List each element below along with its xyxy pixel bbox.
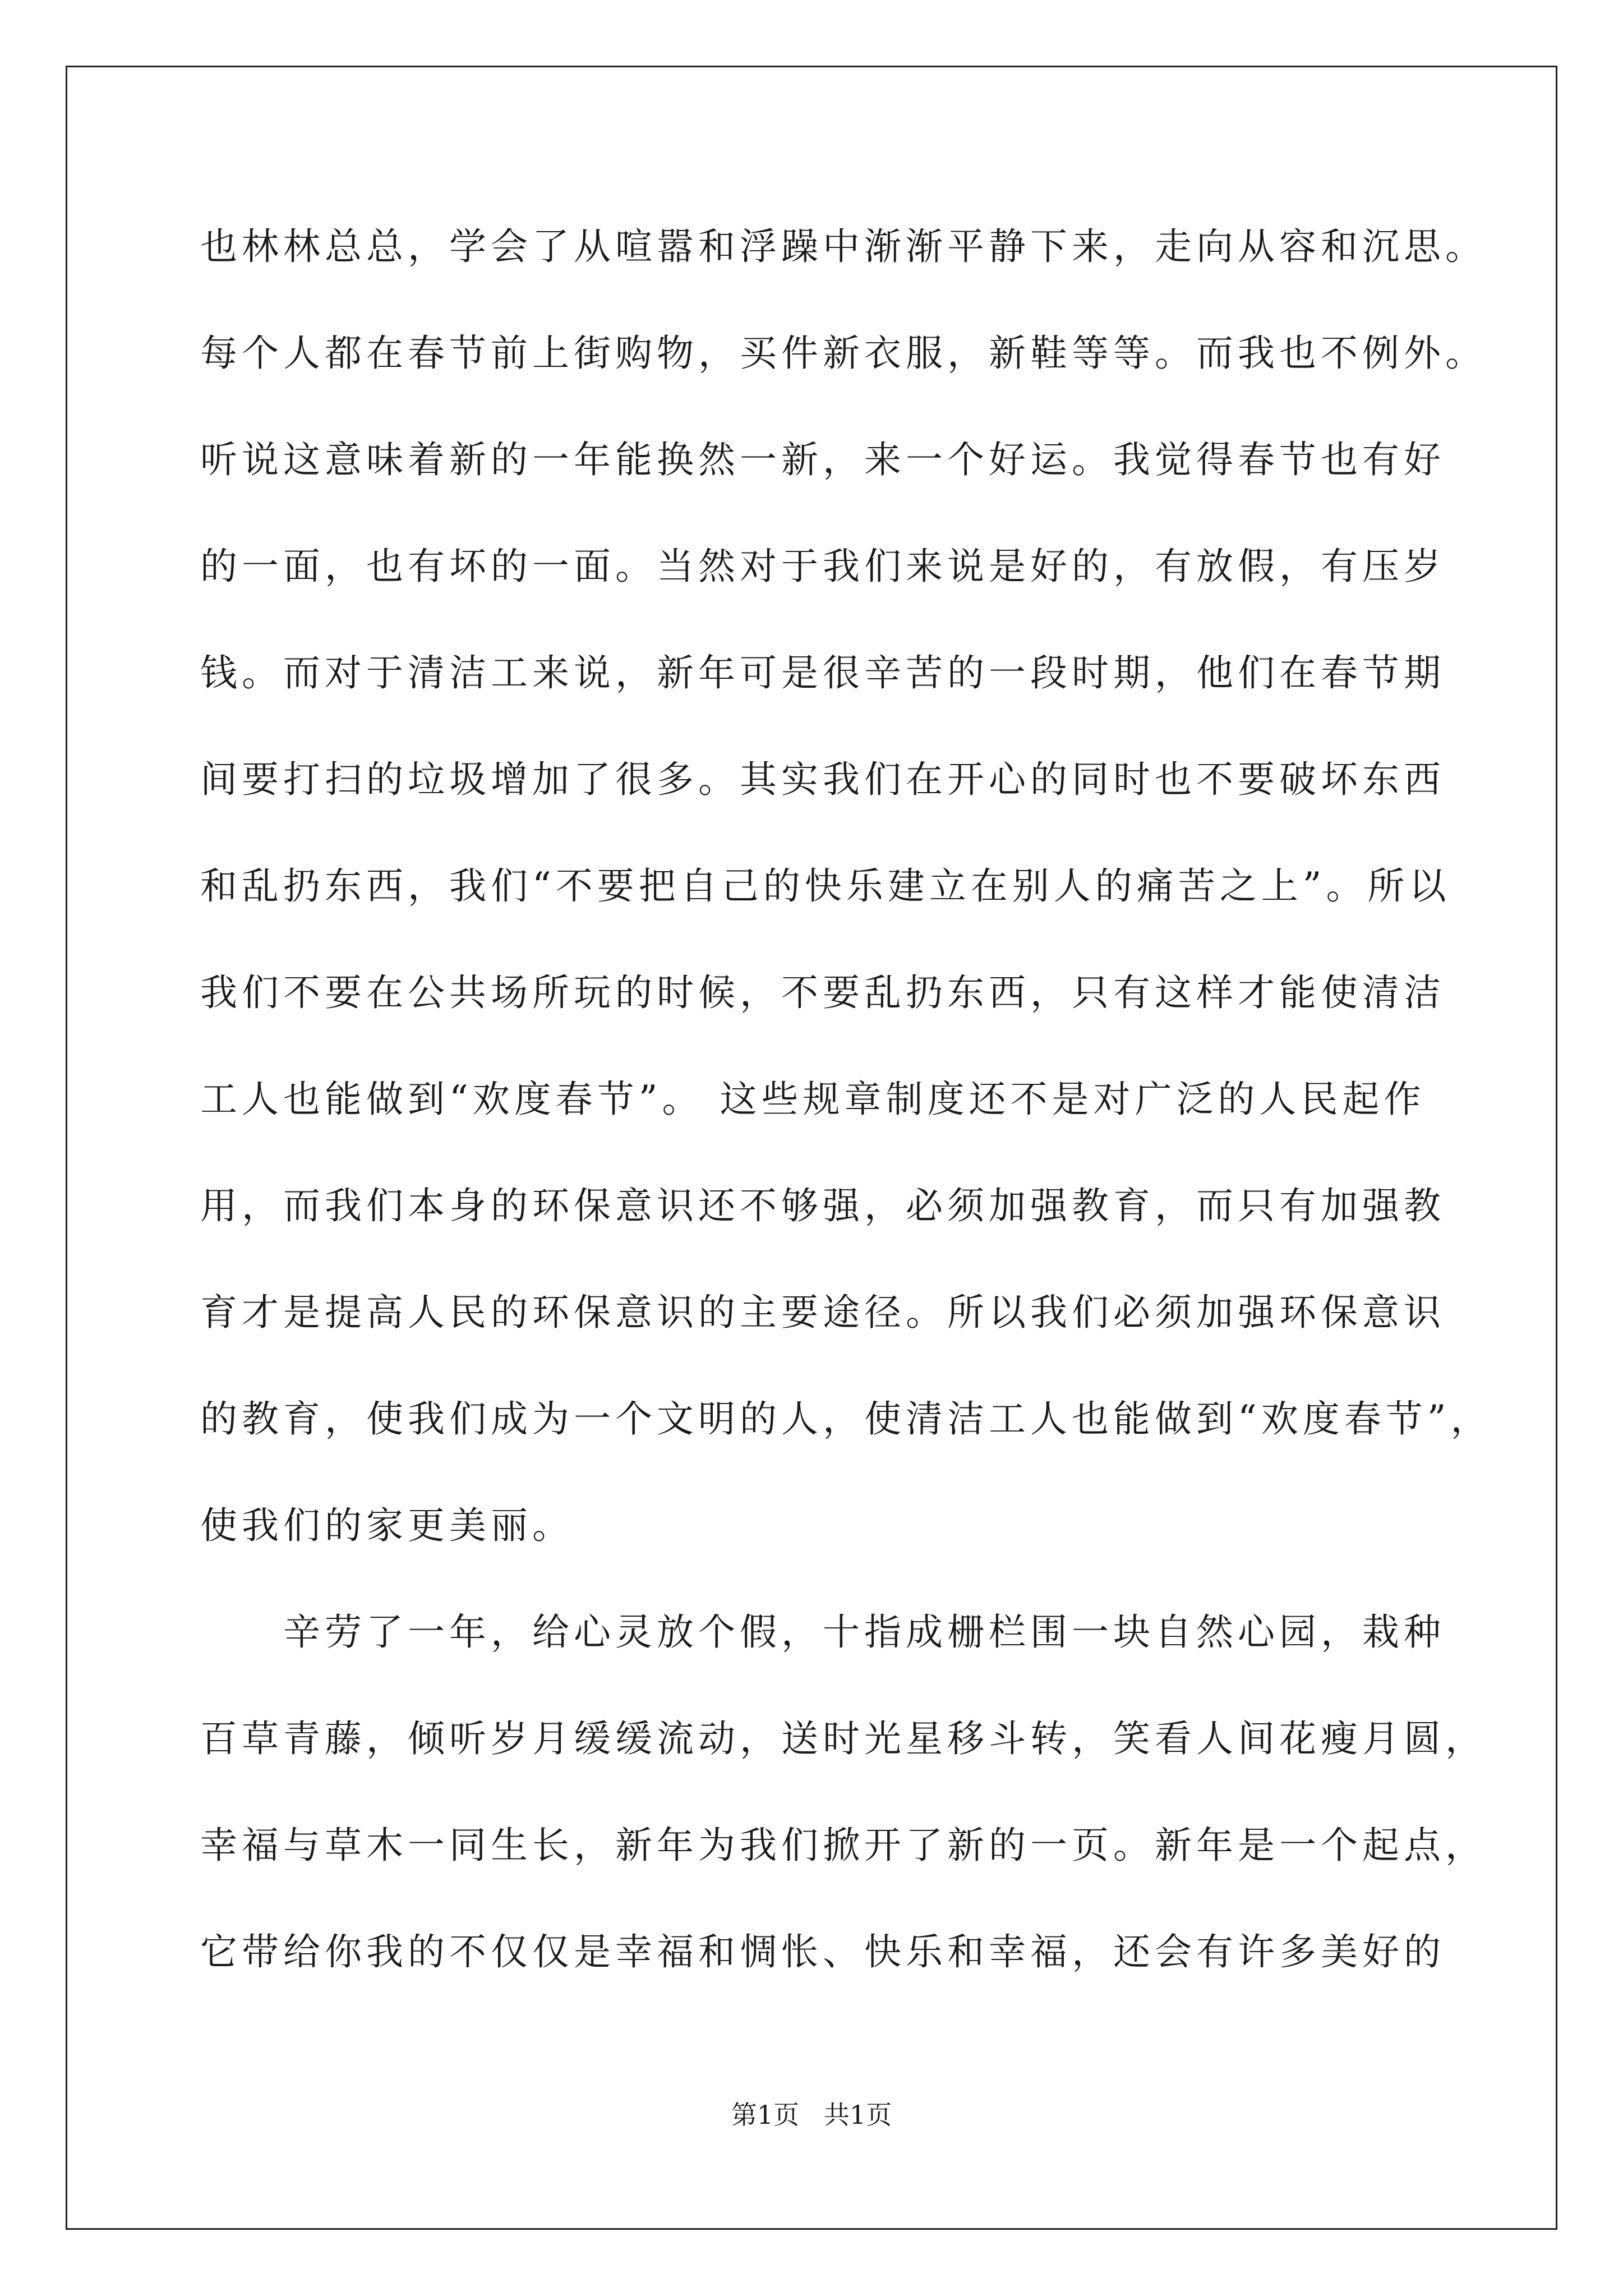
text-line: 百草青藤，倾听岁月缓缓流动，送时光星移斗转，笑看人间花瘦月圆， bbox=[200, 1717, 1487, 1760]
text-line: 每个人都在春节前上街购物，买件新衣服，新鞋等等。而我也不例外。 bbox=[200, 332, 1487, 375]
text-line: 听说这意味着新的一年能换然一新，来一个好运。我觉得春节也有好 bbox=[200, 438, 1445, 481]
text-line: 用，而我们本身的环保意识还不够强，必须加强教育，而只有加强教 bbox=[200, 1184, 1445, 1227]
text-line: 育才是提高人民的环保意识的主要途径。所以我们必须加强环保意识 bbox=[200, 1291, 1445, 1334]
text-line: 的一面，也有坏的一面。当然对于我们来说是好的，有放假，有压岁 bbox=[200, 545, 1445, 588]
text-line: 钱。而对于清洁工来说，新年可是很辛苦的一段时期，他们在春节期 bbox=[200, 651, 1445, 694]
text-line: 它带给你我的不仅仅是幸福和惆怅、快乐和幸福，还会有许多美好的 bbox=[200, 1930, 1445, 1973]
text-line: 和乱扔东西，我们“不要把自己的快乐建立在别人的痛苦之上”。所以 bbox=[200, 864, 1451, 908]
text-line: 也林林总总，学会了从喧嚣和浮躁中渐渐平静下来，走向从容和沉思。 bbox=[200, 225, 1487, 268]
text-line: 的教育，使我们成为一个文明的人，使清洁工人也能做到“欢度春节”， bbox=[200, 1397, 1492, 1441]
page-border bbox=[66, 66, 1557, 2230]
page-number: 第1页 共1页 bbox=[731, 2100, 892, 2130]
text-line: 使我们的家更美丽。 bbox=[200, 1504, 574, 1547]
text-line: 间要打扫的垃圾增加了很多。其实我们在开心的同时也不要破坏东西 bbox=[200, 758, 1445, 801]
text-line: 幸福与草木一同生长，新年为我们掀开了新的一页。新年是一个起点， bbox=[200, 1824, 1487, 1867]
paragraph-first-line: 辛劳了一年，给心灵放个假，十指成栅栏围一块自然心园，栽种 bbox=[283, 1611, 1445, 1654]
text-line: 我们不要在公共场所玩的时候，不要乱扔东西，只有这样才能使清洁 bbox=[200, 971, 1445, 1014]
text-line: 工人也能做到“欢度春节”。 这些规章制度还不是对广泛的人民起作 bbox=[200, 1078, 1426, 1121]
